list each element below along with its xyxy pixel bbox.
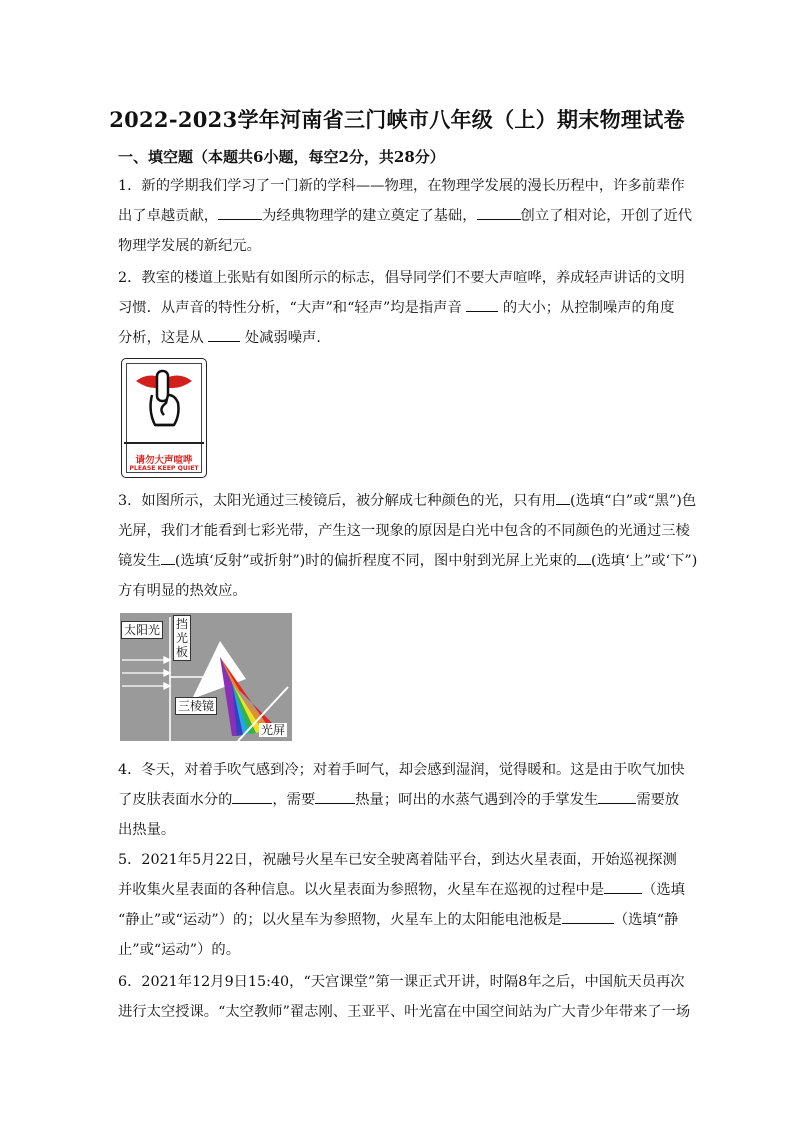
label-sunlight: 太阳光 [121, 621, 163, 639]
label-light-board: 挡光板 [173, 615, 191, 661]
finger-on-lips-icon [122, 359, 206, 443]
answer-blank[interactable] [161, 550, 175, 565]
q2-line-2: 习惯．从声音的特性分析，“大声”和“轻声”均是指声音 的大小；从控制噪声的角度 [118, 293, 678, 323]
question-5 [118, 845, 685, 965]
question-2 [118, 263, 685, 353]
q2-line-3: 分析，这是从 处减弱噪声． [118, 323, 678, 353]
q6-line-1: 6．2021年12月9日15:40，“天宫课堂”第一课正式开讲，时隔8年之后，中国航天员再次 [118, 974, 685, 990]
answer-blank[interactable] [466, 297, 498, 312]
answer-blank[interactable] [218, 205, 262, 220]
answer-blank[interactable] [232, 789, 272, 804]
question-6 [118, 967, 691, 1027]
label-screen: 光屏 [261, 723, 286, 737]
section-heading: 一、填空题（本题共6小题，每空2分，共28分） [118, 148, 445, 166]
answer-blank[interactable] [208, 327, 240, 342]
q5-line-4: 止”或“运动”）的。 [118, 942, 241, 958]
q1-line-3: 物理学发展的新纪元。 [118, 238, 261, 254]
prism-figure [120, 613, 292, 741]
question-3 [118, 486, 698, 606]
q5-line-2: 并收集火星表面的各种信息。以火星表面为参照物，火星车在巡视的过程中是 （选填 [118, 875, 678, 905]
answer-blank[interactable] [604, 879, 642, 894]
answer-blank[interactable] [598, 789, 636, 804]
answer-blank[interactable] [577, 550, 591, 565]
exam-title: 2022-2023学年河南省三门峡市八年级（上）期末物理试卷 [109, 107, 685, 132]
q3-line-2: 光屏，我们才能看到七彩光带，产生这一现象的原因是白光中包含的不同颜色的光通过三棱 [118, 523, 690, 539]
label-prism: 三棱镜 [175, 697, 217, 715]
q2-line-1: 2．教室的楼道上张贴有如图所示的标志，倡导同学们不要大声喧哗，养成轻声讲话的文明 [118, 270, 685, 286]
sign-text-en: PLEASE KEEP QUIET [129, 465, 199, 472]
answer-blank[interactable] [556, 490, 570, 505]
keep-quiet-sign [121, 358, 207, 478]
q3-line-3: 镜发生 (选填‘反射”或折射”)时的偏折程度不同，图中射到光屏上光束的 (选填‘上”或‘下”) [118, 546, 678, 576]
sign-text-cn: 请勿大声喧哗 [135, 455, 193, 466]
question-1 [118, 171, 693, 261]
q5-line-3: “静止”或“运动”）的；以火星车为参照物，火星车上的太阳能电池板是 （选填“静 [118, 905, 678, 935]
answer-blank[interactable] [315, 789, 355, 804]
answer-blank[interactable] [562, 909, 614, 924]
q1-line-1: 1．新的学期我们学习了一门新的学科——物理，在物理学发展的漫长历程中，许多前辈作 [118, 178, 685, 194]
question-4 [118, 755, 685, 845]
q4-line-2: 了皮肤表面水分的 ，需要 热量；呵出的水蒸气遇到冷的手掌发生 需要放 [118, 785, 678, 815]
q3-line-1: 3．如图所示，太阳光通过三棱镜后，被分解成七种颜色的光，只有用 (选填“白”或“黑”)色 [118, 486, 678, 516]
q6-line-2: 进行太空授课。“太空教师”翟志刚、王亚平、叶光富在中国空间站为广大青少年带来了一场 [118, 1004, 691, 1020]
q4-line-1: 4．冬天，对着手吹气感到冷；对着手呵气，却会感到湿润，觉得暖和。这是由于吹气加快 [118, 762, 685, 778]
answer-blank[interactable] [477, 205, 521, 220]
q3-line-4: 方有明显的热效应。 [118, 583, 247, 599]
q5-line-1: 5．2021年5月22日，祝融号火星车已安全驶离着陆平台，到达火星表面，开始巡视探测 [118, 852, 677, 868]
q4-line-3: 出热量。 [118, 822, 176, 838]
q1-line-2: 出了卓越贡献， 为经典物理学的建立奠定了基础， 创立了相对论，开创了近代 [118, 201, 678, 231]
